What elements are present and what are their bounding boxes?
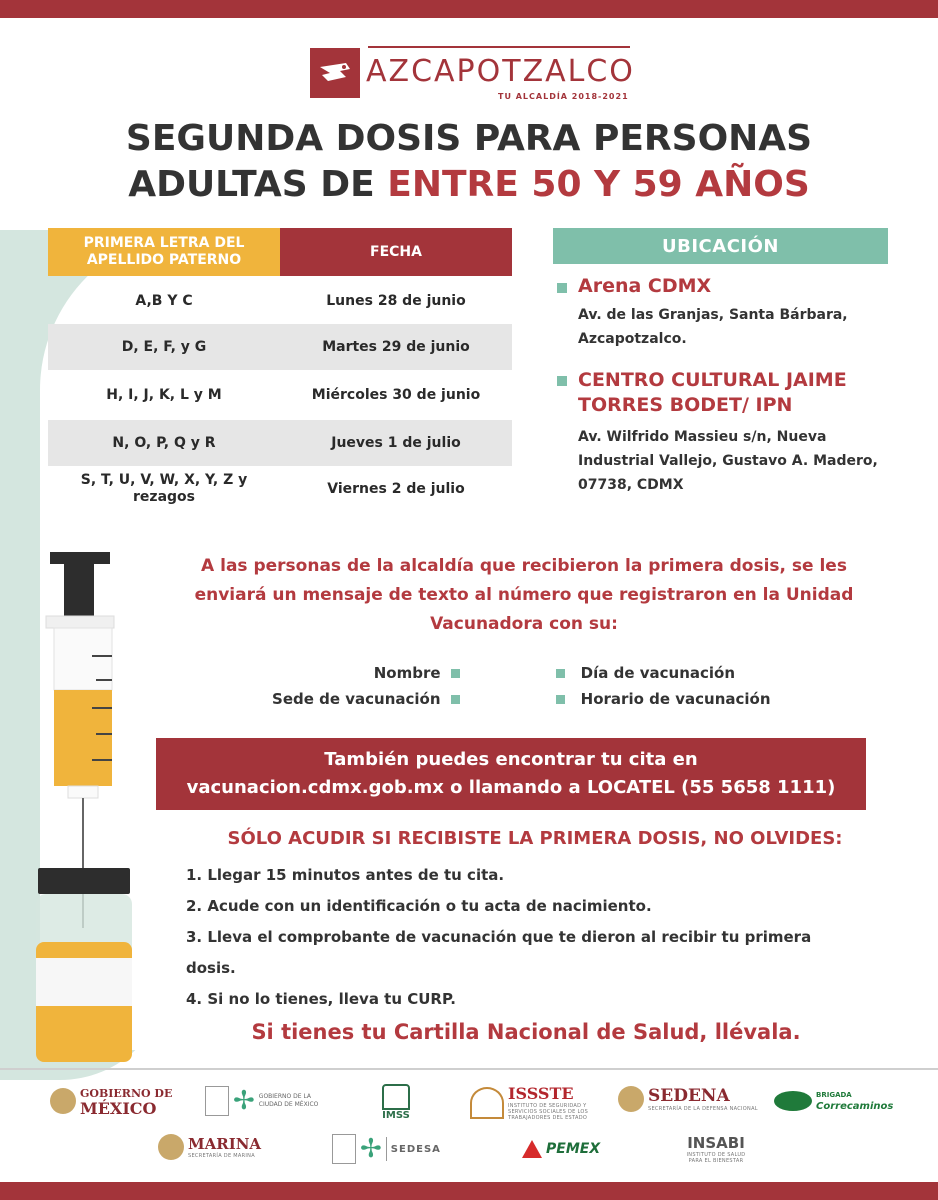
row-letters: S, T, U, V, W, X, Y, Z y rezagos — [80, 472, 248, 505]
row-letters: D, E, F, y G — [121, 338, 207, 355]
brigada-correcaminos-logo — [774, 1090, 893, 1112]
roadrunner-icon — [774, 1091, 812, 1111]
gobierno-mexico-logo — [50, 1086, 172, 1116]
pemex-drop-icon — [522, 1140, 542, 1158]
table-header-date: FECHA — [280, 228, 512, 276]
location-name: CENTRO CULTURAL JAIME TORRES BODET/ IPN — [578, 369, 847, 416]
issste-subtitle: INSTITUTO DE SEGURIDAD Y SERVICIOS SOCIALES DE LOS TRABAJADORES DEL ESTADO — [508, 1103, 589, 1121]
brand-name: AZCAPOTZALCO — [366, 54, 635, 89]
table-row — [48, 466, 512, 512]
row-date: Jueves 1 de julio — [331, 435, 461, 451]
insabi-label: INSABI — [687, 1134, 745, 1152]
marina-logo — [158, 1134, 261, 1160]
insabi-subtitle: INSTITUTO DE SALUD PARA EL BIENESTAR — [686, 1152, 746, 1164]
marina-subtitle: SECRETARÍA DE MARINA — [188, 1153, 255, 1159]
seal-icon — [50, 1088, 76, 1114]
brand-subtitle: TU ALCALDÍA 2018-2021 — [498, 92, 629, 101]
imss-logo — [382, 1084, 410, 1121]
list-item: 3. Lleva el comprobante de vacunación que te dieron al recibir tu primera dosis. — [186, 928, 812, 977]
list-item: 4. Si no lo tienes, lleva tu CURP. — [186, 990, 456, 1008]
banner-line2: vacunacion.cdmx.gob.mx o llamando a LOCATEL (55 5658 1111) — [186, 777, 836, 798]
brigada-line1: BRIGADA — [816, 1091, 852, 1099]
cdmx-cross-icon: ✢ — [233, 1086, 255, 1116]
list-item: 2. Acude con un identificación o tu acta de nacimiento. — [186, 897, 652, 915]
divider — [386, 1137, 387, 1161]
imss-eagle-icon — [382, 1084, 410, 1110]
cdmx-label: GOBIERNO DE LA CIUDAD DE MÉXICO — [258, 1093, 319, 1108]
row-date: Miércoles 30 de junio — [311, 387, 481, 403]
reminder-title: SÓLO ACUDIR SI RECIBISTE LA PRIMERA DOSIS, NO OLVIDES: — [227, 828, 843, 849]
issste-hands-icon — [470, 1087, 504, 1119]
seal-icon — [618, 1086, 644, 1112]
info-item — [300, 664, 460, 682]
location-header: UBICACIÓN — [553, 228, 888, 264]
title-prefix: ADULTAS DE — [128, 164, 388, 205]
sedena-subtitle: SECRETARÍA DE LA DEFENSA NACIONAL — [648, 1106, 758, 1112]
marina-label: MARINA — [188, 1135, 262, 1153]
issste-label: ISSSTE — [508, 1084, 574, 1103]
bullet-icon — [451, 669, 460, 678]
info-item-label: Horario de vacunación — [580, 690, 771, 708]
table-row — [48, 278, 512, 324]
syringe-illustration — [30, 548, 150, 1068]
shield-icon — [332, 1134, 356, 1164]
bottom-band — [0, 1182, 938, 1200]
location-address: Av. Wilfrido Massieu s/n, Nueva Industrial Vallejo, Gustavo A. Madero, 07738, CDMX — [578, 429, 878, 493]
logo-line — [368, 46, 630, 48]
row-letters: N, O, P, Q y R — [112, 434, 216, 451]
sedena-label: SEDENA — [648, 1086, 730, 1106]
appointment-banner — [156, 738, 866, 810]
info-item-label: Nombre — [373, 664, 441, 682]
seal-icon — [158, 1134, 184, 1160]
top-band — [0, 0, 938, 18]
sedena-logo — [618, 1086, 758, 1112]
imss-label: IMSS — [382, 1110, 410, 1121]
sedesa-logo — [332, 1134, 441, 1164]
banner-line1: También puedes encontrar tu cita en — [324, 749, 698, 770]
bullet-icon — [556, 695, 565, 704]
info-item-label: Día de vacunación — [580, 664, 736, 682]
page-title-line1: SEGUNDA DOSIS PARA PERSONAS — [125, 118, 813, 159]
footer-divider — [0, 1068, 938, 1070]
pemex-logo — [522, 1140, 600, 1158]
gob-line1: GOBIERNO DE — [80, 1087, 173, 1100]
info-item — [240, 690, 460, 708]
location-address: Av. de las Granjas, Santa Bárbara, Azcapotzalco. — [578, 307, 848, 347]
gob-line2: MÉXICO — [80, 1099, 157, 1118]
info-item-label: Sede de vacunación — [272, 690, 441, 708]
brigada-line2: Correcaminos — [816, 1101, 894, 1112]
cdmx-cross-icon: ✢ — [360, 1134, 382, 1164]
bullet-icon — [451, 695, 460, 704]
reminder-list — [186, 860, 866, 1015]
location-name: Arena CDMX — [578, 275, 712, 297]
bullet-icon — [557, 376, 567, 386]
page-title-line2 — [0, 162, 938, 208]
title-highlight: ENTRE 50 Y 59 AÑOS — [387, 164, 810, 205]
info-item — [556, 664, 856, 682]
sedesa-label: SEDESA — [390, 1143, 441, 1155]
notice-message: A las personas de la alcaldía que recibieron la primera dosis, se les enviará un mensaje de texto al número que registraron en la Unidad Vacunadora con su: — [194, 556, 854, 634]
bullet-icon — [556, 669, 565, 678]
list-item: 1. Llegar 15 minutos antes de tu cita. — [186, 866, 505, 884]
table-row — [48, 370, 512, 420]
table-header-letters: PRIMERA LETRA DEL APELLIDO PATERNO — [48, 228, 280, 276]
row-date: Viernes 2 de julio — [327, 481, 465, 497]
azcapotzalco-logo-icon — [310, 48, 360, 98]
row-date: Martes 29 de junio — [322, 339, 470, 355]
table-row — [48, 420, 512, 466]
issste-logo — [470, 1084, 608, 1121]
bullet-icon — [557, 283, 567, 293]
row-letters: A,B Y C — [135, 292, 193, 309]
insabi-logo — [680, 1134, 752, 1164]
info-item — [556, 690, 856, 708]
shield-icon — [205, 1086, 229, 1116]
pemex-label: PEMEX — [546, 1141, 601, 1157]
row-letters: H, I, J, K, L y M — [106, 386, 222, 403]
row-date: Lunes 28 de junio — [326, 293, 466, 309]
final-note: Si tienes tu Cartilla Nacional de Salud, llévala. — [251, 1020, 801, 1044]
table-row — [48, 324, 512, 370]
cdmx-logo — [205, 1086, 329, 1116]
